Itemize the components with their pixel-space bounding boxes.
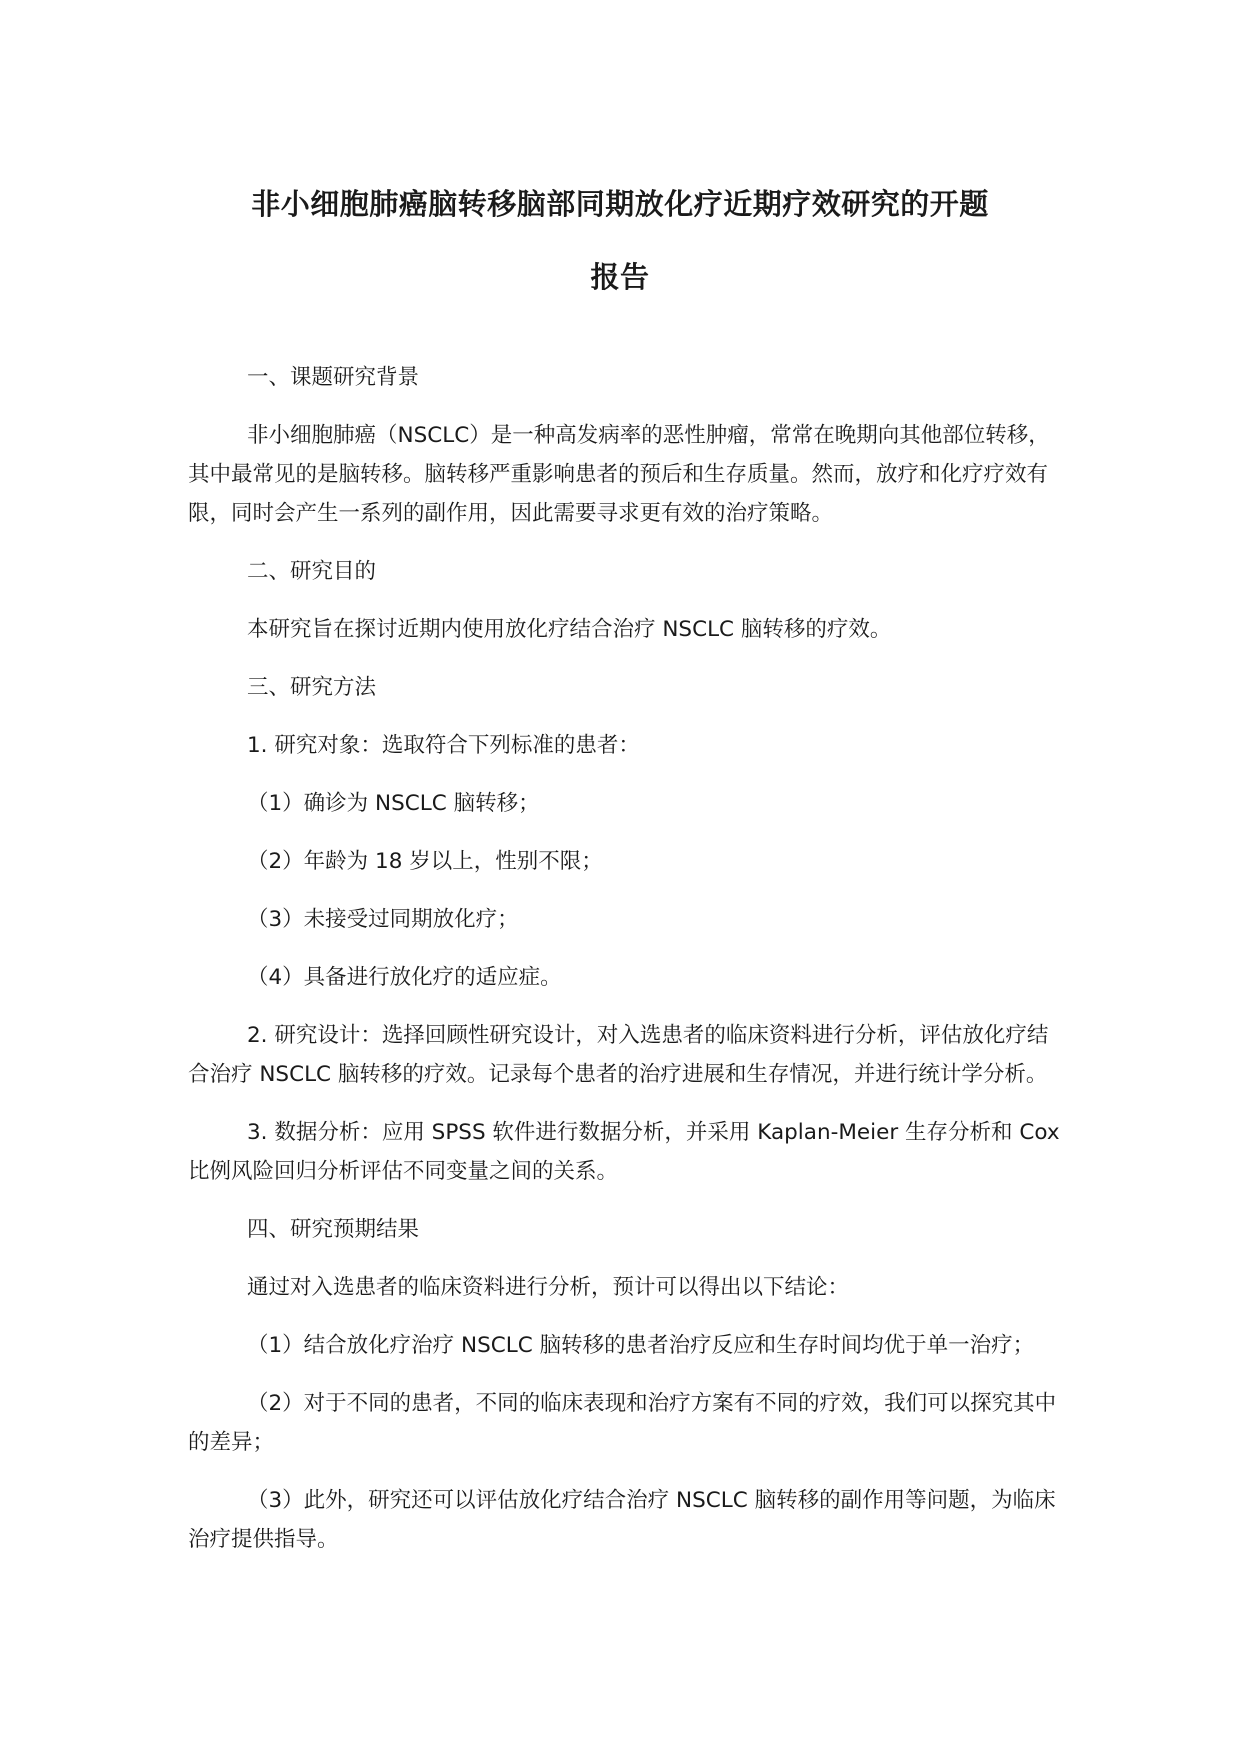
paragraph-subjects: 1. 研究对象：选取符合下列标准的患者： bbox=[247, 733, 640, 758]
document-title-line1: 非小细胞肺癌脑转移脑部同期放化疗近期疗效研究的开题 bbox=[251, 187, 989, 221]
paragraph-analysis: 3. 数据分析：应用 SPSS 软件进行数据分析，并采用 Kaplan-Meier 生存分析和 Cox 比例风险回归分析评估不同变量之间的关系。 bbox=[188, 1120, 1060, 1184]
section-heading-expected-results: 四、研究预期结果 bbox=[247, 1217, 420, 1242]
section-heading-purpose: 二、研究目的 bbox=[247, 559, 377, 584]
document-body bbox=[188, 358, 1068, 1578]
paragraph-purpose: 本研究旨在探讨近期内使用放化疗结合治疗 NSCLC 脑转移的疗效。 bbox=[247, 617, 892, 642]
paragraph-background: 非小细胞肺癌（NSCLC）是一种高发病率的恶性肿瘤，常常在晚期向其他部位转移，其中最常见的是脑转移。脑转移严重影响患者的预后和生存质量。然而，放疗和化疗疗效有限，同时会产生一系列的副作用，因此需要寻求更有效的治疗策略。 bbox=[188, 423, 1050, 526]
criteria-item-4: （4）具备进行放化疗的适应症。 bbox=[247, 965, 562, 990]
expected-item-1: （1）结合放化疗治疗 NSCLC 脑转移的患者治疗反应和生存时间均优于单一治疗； bbox=[247, 1333, 1035, 1358]
paragraph-expected-intro: 通过对入选患者的临床资料进行分析，预计可以得出以下结论： bbox=[247, 1275, 850, 1300]
criteria-item-2: （2）年龄为 18 岁以上，性别不限； bbox=[247, 849, 603, 874]
criteria-item-3: （3）未接受过同期放化疗； bbox=[247, 907, 519, 932]
expected-item-3: （3）此外，研究还可以评估放化疗结合治疗 NSCLC 脑转移的副作用等问题，为临床治疗提供指导。 bbox=[188, 1488, 1056, 1552]
section-heading-methods: 三、研究方法 bbox=[247, 675, 377, 700]
document-title-line2: 报告 bbox=[590, 260, 650, 294]
expected-item-2: （2）对于不同的患者，不同的临床表现和治疗方案有不同的疗效，我们可以探究其中的差异； bbox=[188, 1391, 1057, 1455]
paragraph-design: 2. 研究设计：选择回顾性研究设计，对入选患者的临床资料进行分析，评估放化疗结合治疗 NSCLC 脑转移的疗效。记录每个患者的治疗进展和生存情况，并进行统计学分析。 bbox=[188, 1023, 1049, 1087]
criteria-item-1: （1）确诊为 NSCLC 脑转移； bbox=[247, 791, 540, 816]
section-heading-background: 一、课题研究背景 bbox=[247, 365, 420, 390]
